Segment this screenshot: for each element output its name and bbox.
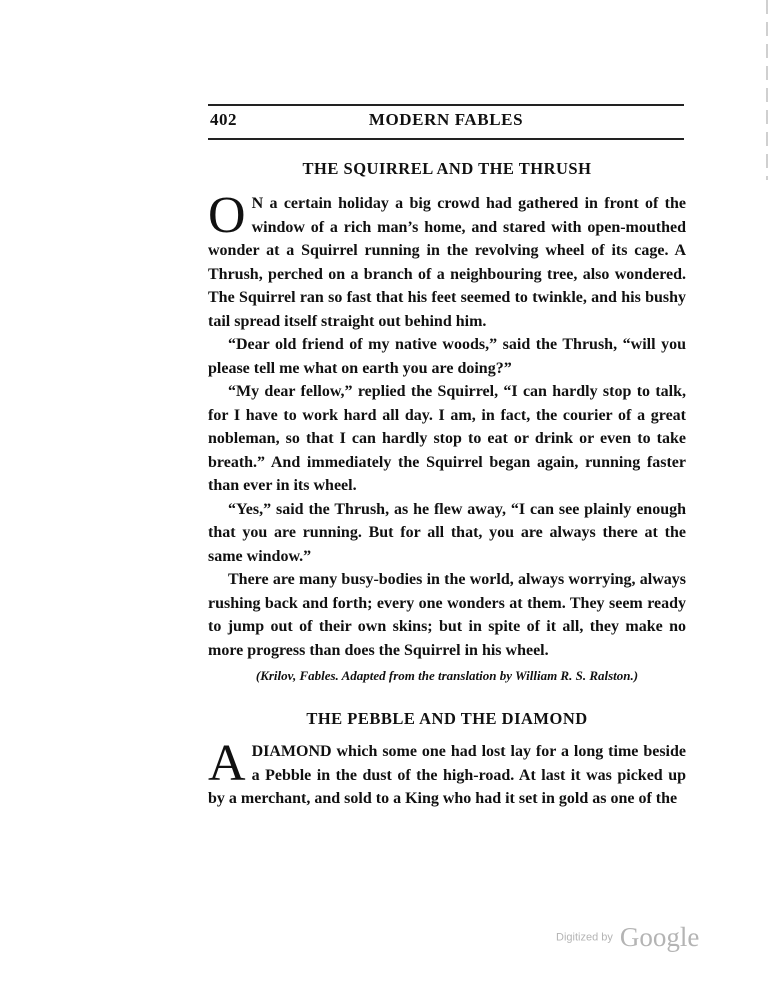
story1-paragraph-4: “Yes,” said the Thrush, as he flew away, “I can see plainly enough that you are running. But for all that, you are always there at the same window.” [208,500,686,565]
story1-paragraph-1 [208,187,686,333]
digitized-by-google-watermark [556,922,699,953]
scan-edge-mark [766,0,768,180]
story1-moral: There are many busy-bodies in the world, always worrying, always rushing back and forth; every one wonders at them. They seem ready to jump out of their own skins; but in spite of it all, they make no more progress than does the Squirrel in his wheel. [208,571,686,659]
story1-attribution: (Krilov, Fables. Adapted from the translation by William R. S. Ralston.) [255,668,639,683]
story2-paragraph-1 [208,735,686,811]
dropcap-a: A [208,735,246,792]
story1-paragraph-1-text: N a certain holiday a big crowd had gathered in front of the window of a rich man’s home, and stared with open-mouthed wonder at a Squirrel running in the revolving wheel of its cage. A Thrush, perched on a branch of a neighbouring tree, also wondered. The Squirrel ran so fast that his feet seemed to twinkle, and his bushy tail spread itself straight out behind him. [208,195,686,330]
watermark-prefix: Digitized by [556,931,613,944]
google-logo: Google [619,922,700,952]
dropcap-o: O [208,187,246,244]
story2-paragraph-1-text: DIAMOND which some one had lost lay for a long time beside a Pebble in the dust of the high-road. At last it was picked up by a merchant, and sold to a King who had it set in gold as one of the [208,743,686,807]
story1-paragraph-2: “Dear old friend of my native woods,” said the Thrush, “will you please tell me what on earth you are doing?” [208,336,686,377]
running-head [208,104,684,140]
story-title-squirrel-thrush: THE SQUIRREL AND THE THRUSH [302,159,592,178]
story1-paragraph-3: “My dear fellow,” replied the Squirrel, “I can hardly stop to talk, for I have to work hard all day. I am, in fact, the courier of a great nobleman, so that I can hardly stop to eat or drink or even to take breath.” And immediately the Squirrel began again, running faster than ever in its wheel. [208,383,686,494]
running-title: MODERN FABLES [368,110,524,129]
page-body [208,158,686,811]
story-title-pebble-diamond: THE PEBBLE AND THE DIAMOND [306,709,588,728]
page-number: 402 [210,110,237,129]
